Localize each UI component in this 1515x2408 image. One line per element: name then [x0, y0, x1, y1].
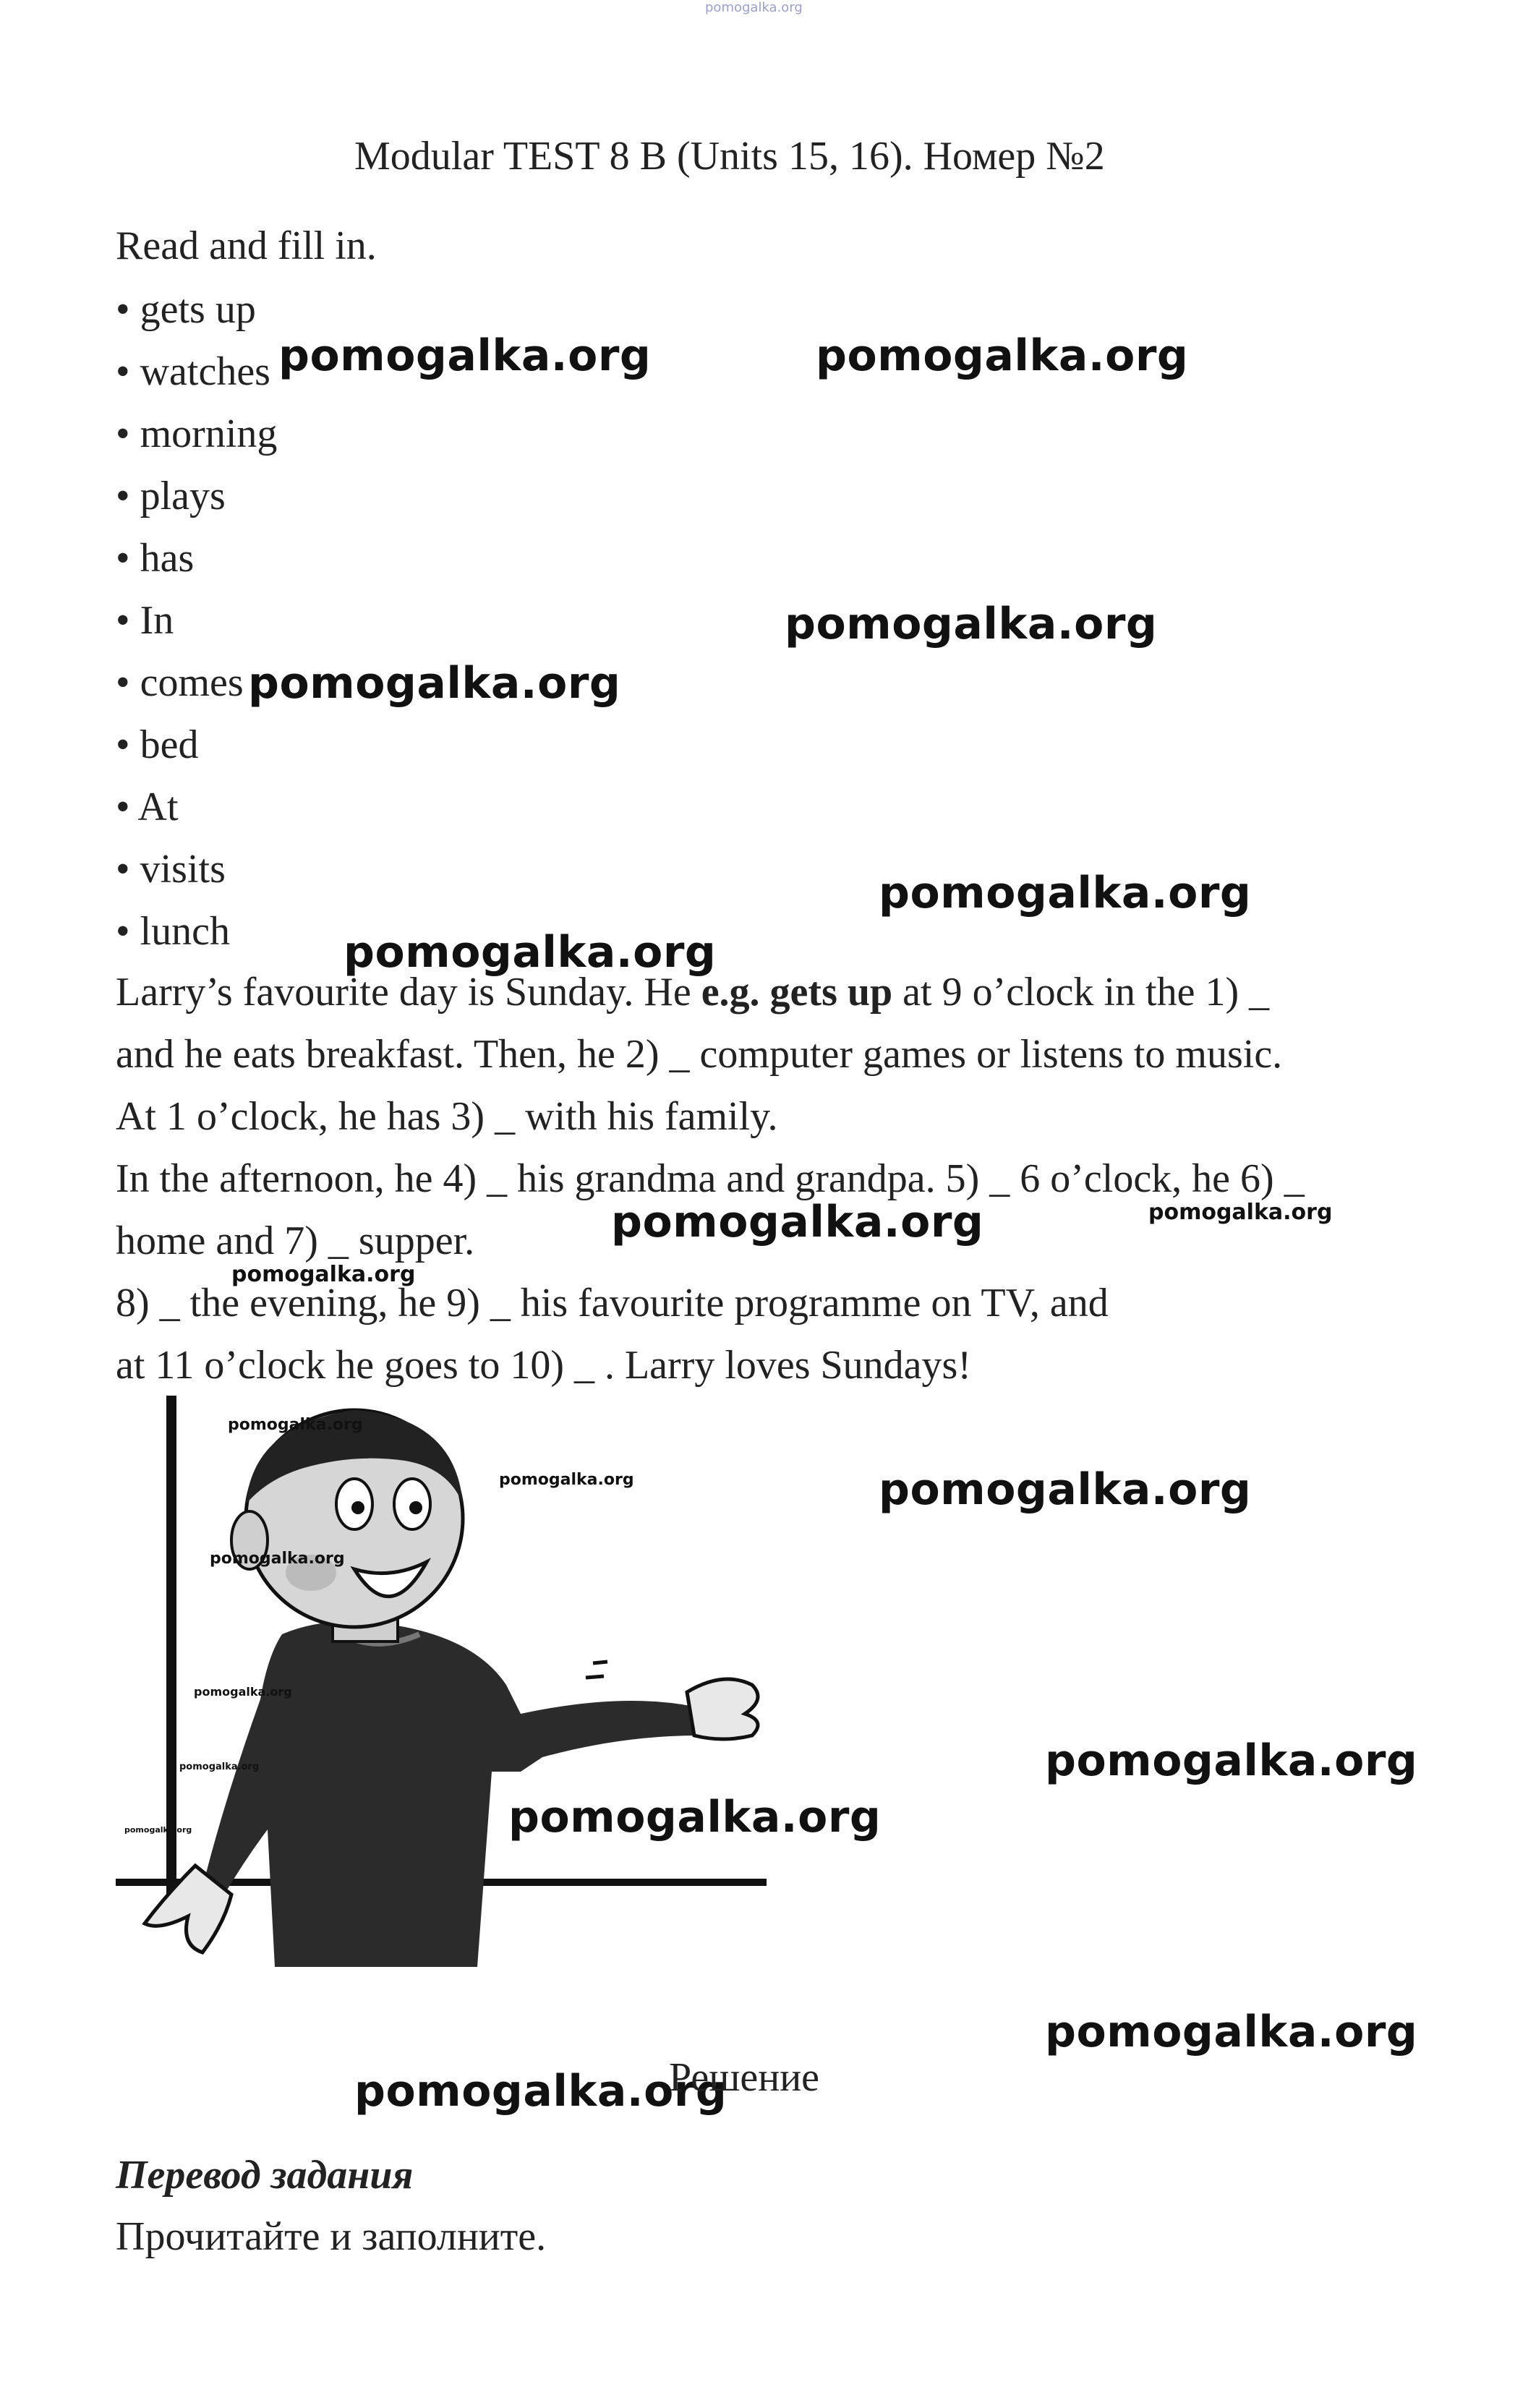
- word-bank-item: • plays: [116, 474, 226, 518]
- story-paragraph: [116, 969, 1490, 1404]
- page-title: Modular TEST 8 B (Units 15, 16). Номер №2: [354, 134, 1105, 179]
- watermark-text: pomogalka.org: [210, 1550, 345, 1568]
- word-bank: [116, 289, 277, 973]
- story-line: Larry’s favourite day is Sunday. He e.g. gets up at 9 o’clock in the 1) _: [116, 970, 1270, 1015]
- hand-right-shape: [687, 1679, 758, 1739]
- watermark-text: pomogalka.org: [354, 2066, 727, 2117]
- instruction: Read and fill in.: [116, 223, 377, 268]
- watermark-text: pomogalka.org: [278, 330, 652, 381]
- watermark-text: pomogalka.org: [499, 1471, 634, 1489]
- pupil-right-shape: [409, 1501, 422, 1514]
- top-watermark: pomogalka.org: [705, 0, 803, 15]
- watermark-text: pomogalka.org: [816, 330, 1189, 381]
- word-bank-item: • At: [116, 785, 179, 829]
- word-bank-item: • visits: [116, 847, 226, 892]
- translation-text: Прочитайте и заполните.: [116, 2214, 547, 2259]
- watermark-text: pomogalka.org: [343, 927, 717, 978]
- word-bank-item: • morning: [116, 411, 278, 456]
- watermark-text: pomogalka.org: [1045, 2007, 1418, 2057]
- watermark-text: pomogalka.org: [785, 599, 1158, 649]
- watermark-text: pomogalka.org: [611, 1197, 984, 1247]
- watermark-text: pomogalka.org: [879, 1464, 1252, 1515]
- story-line: at 11 o’clock he goes to 10) _ . Larry loves Sundays!: [116, 1343, 971, 1388]
- word-bank-item: • comes: [116, 660, 244, 705]
- motion-mark: [593, 1662, 607, 1663]
- watermark-text: pomogalka.org: [1045, 1735, 1418, 1786]
- solution-label: Решение: [669, 2055, 820, 2100]
- translation-heading: Перевод задания: [116, 2153, 414, 2198]
- watermark-text: pomogalka.org: [248, 658, 621, 709]
- watermark-text: pomogalka.org: [228, 1416, 363, 1434]
- watermark-text: pomogalka.org: [124, 1825, 192, 1835]
- word-bank-item: • gets up: [116, 287, 256, 332]
- watermark-text: pomogalka.org: [1148, 1200, 1333, 1225]
- story-line: home and 7) _ supper.: [116, 1218, 475, 1263]
- watermark-text: pomogalka.org: [194, 1685, 292, 1699]
- watermark-text: pomogalka.org: [231, 1262, 416, 1287]
- word-bank-item: • In: [116, 598, 174, 643]
- story-line: In the afternoon, he 4) _ his grandma and grandpa. 5) _ 6 o’clock, he 6) _: [116, 1156, 1305, 1201]
- motion-mark: [586, 1676, 604, 1678]
- watermark-text: pomogalka.org: [179, 1762, 260, 1772]
- word-bank-item: • bed: [116, 722, 199, 767]
- watermark-text: pomogalka.org: [879, 868, 1252, 918]
- story-line: and he eats breakfast. Then, he 2) _ computer games or listens to music.: [116, 1032, 1283, 1077]
- story-line: At 1 o’clock, he has 3) _ with his family.: [116, 1094, 778, 1139]
- word-bank-item: • watches: [116, 349, 270, 394]
- watermark-text: pomogalka.org: [508, 1792, 882, 1843]
- word-bank-item: • has: [116, 536, 195, 581]
- pupil-left-shape: [351, 1501, 364, 1514]
- story-line: 8) _ the evening, he 9) _ his favourite programme on TV, and: [116, 1281, 1109, 1325]
- word-bank-item: • lunch: [116, 909, 231, 954]
